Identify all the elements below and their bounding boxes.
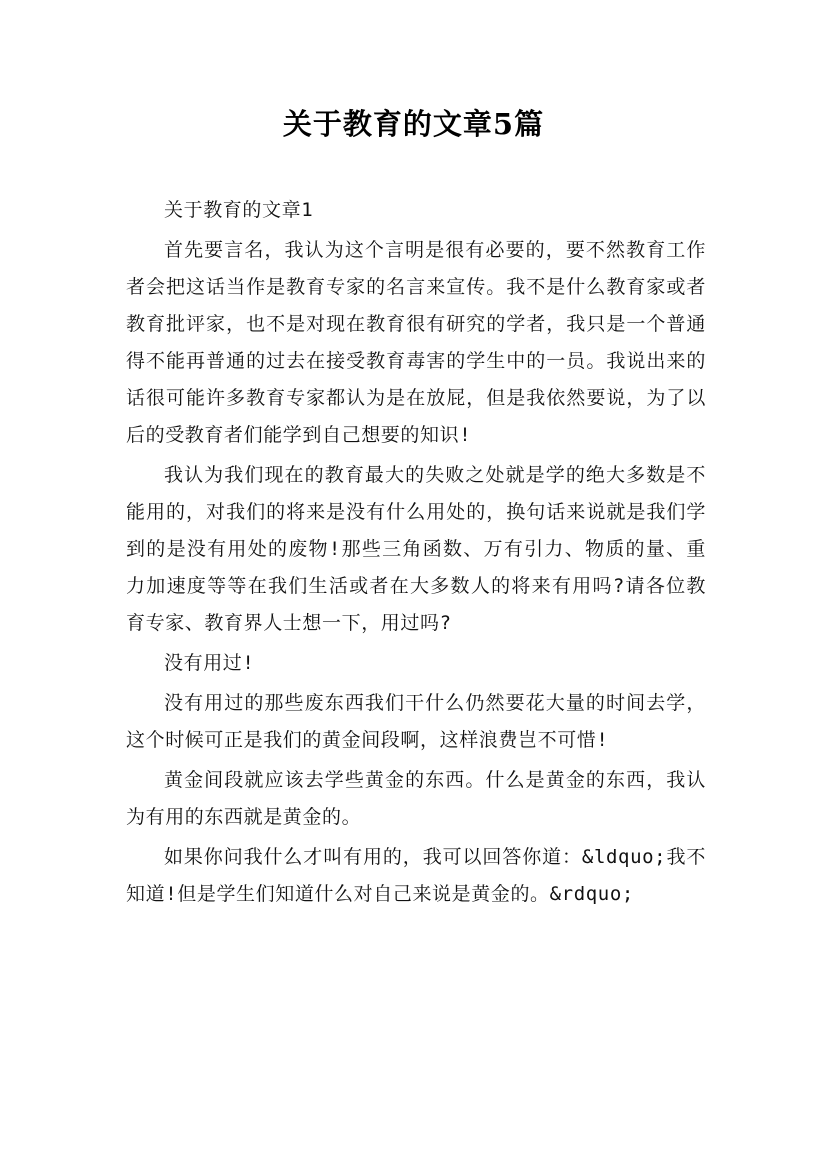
document-title: 关于教育的文章5篇 <box>282 107 545 141</box>
paragraph: 黄金间段就应该去学些黄金的东西。什么是黄金的东西，我认为有用的东西就是黄金的。 <box>126 769 706 828</box>
paragraph: 我认为我们现在的教育最大的失败之处就是学的绝大多数是不能用的，对我们的将来是没有什么用处的，换句话来说就是我们学到的是没有用处的废物!那些三角函数、万有引力、物质的量、重力加速度等等在我们生活或者在大多数人的将来有用吗?请各位教育专家、教育界人士想一下，用过吗? <box>126 464 706 634</box>
paragraph: 如果你问我什么才叫有用的，我可以回答你道：&ldquo;我不知道!但是学生们知道什么对自己来说是黄金的。&rdquo; <box>126 846 706 905</box>
document-body <box>126 192 706 913</box>
paragraph: 没有用过! <box>164 652 255 674</box>
paragraph: 首先要言名，我认为这个言明是很有必要的，要不然教育工作者会把这话当作是教育专家的名言来宣传。我不是什么教育家或者教育批评家，也不是对现在教育很有研究的学者，我只是一个普通得不能再普通的过去在接受教育毒害的学生中的一员。我说出来的话很可能许多教育专家都认为是在放屁，但是我依然要说，为了以后的受教育者们能学到自己想要的知识! <box>126 239 706 446</box>
section-heading: 关于教育的文章1 <box>164 199 314 221</box>
paragraph: 没有用过的那些废东西我们干什么仍然要花大量的时间去学，这个时候可正是我们的黄金间段啊，这样浪费岂不可惜! <box>126 692 706 751</box>
